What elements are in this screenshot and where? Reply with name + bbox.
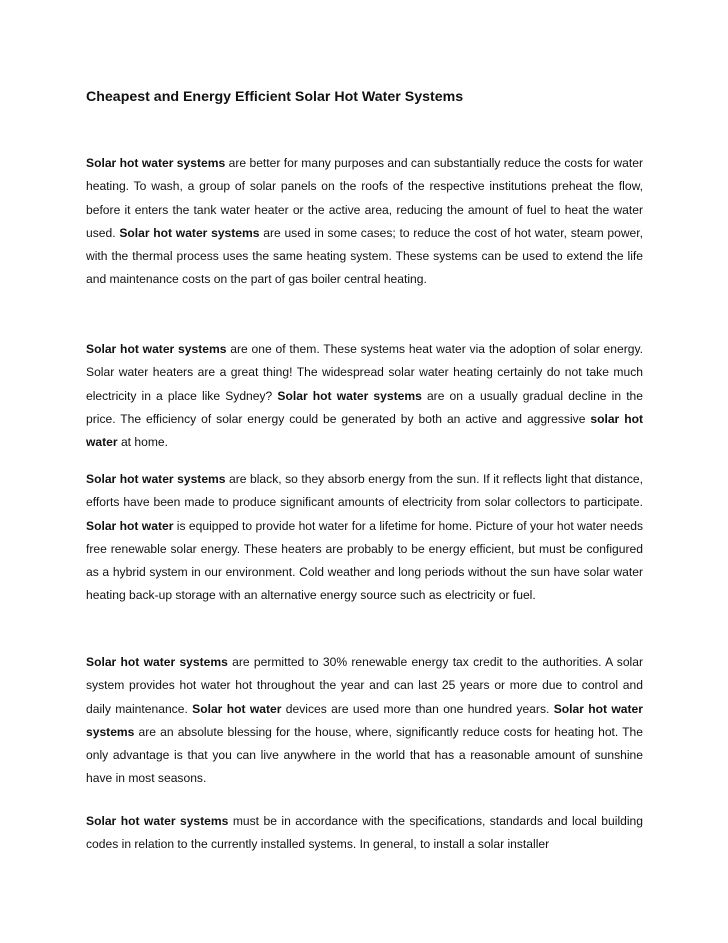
paragraph-text: at home.	[117, 435, 169, 450]
paragraph-4	[86, 651, 643, 791]
paragraph-text: are on a usually gradual decline in the price. The efficiency of solar energy could be generated by both an active and aggressive	[86, 388, 643, 426]
paragraph-text: are an absolute blessing for the house, where, significantly reduce costs for heating hot. The only advantage is that you can live anywhere in the world that has a reasonable amount of sunshine have in most seasons.	[86, 724, 643, 786]
bold-phrase: Solar hot water systems	[277, 388, 422, 403]
bold-phrase: Solar hot water	[192, 701, 282, 716]
bold-phrase: Solar hot water	[86, 518, 174, 533]
paragraph-text: is equipped to provide hot water for a lifetime for home. Picture of your hot water needs free renewable solar energy. These heaters are probably to be energy efficient, but must be configured as a hybrid system in our environment. Cold weather and long periods without the sun have solar water heating back-up storage with an alternative energy source such as electricity or fuel.	[86, 518, 643, 603]
paragraph-1	[86, 152, 643, 292]
bold-phrase: Solar hot water systems	[86, 156, 226, 170]
paragraph-text: must be in accordance with the specifications, standards and local building codes in relation to the currently installed systems. In general, to install a solar installer	[86, 814, 643, 852]
bold-phrase: Solar hot water systems	[86, 814, 229, 828]
paragraph-3	[86, 468, 643, 608]
paragraph-text: are black, so they absorb energy from the sun. If it reflects light that distance, efforts have been made to produce significant amounts of electricity from solar collectors to participate.	[86, 472, 643, 510]
paragraph-5	[86, 810, 643, 857]
paragraph-text: are permitted to 30% renewable energy tax credit to the authorities. A solar system provides hot water hot throughout the year and can last 25 years or more due to control and daily maintenance.	[86, 655, 643, 716]
paragraph-text: are one of them. These systems heat water via the adoption of solar energy. Solar water heaters are a great thing! The widespread solar water heating certainly do not take much electricity in a place like Sydney?	[86, 342, 643, 403]
paragraph-text: devices are used more than one hundred years.	[281, 701, 554, 716]
bold-phrase: Solar hot water systems	[86, 472, 226, 486]
bold-phrase: Solar hot water systems	[86, 342, 227, 356]
document-title: Cheapest and Energy Efficient Solar Hot Water Systems	[86, 89, 464, 105]
bold-phrase: Solar hot water systems	[86, 701, 643, 739]
bold-phrase: Solar hot water systems	[86, 655, 228, 669]
paragraph-text: are used in some cases; to reduce the cost of hot water, steam power, with the thermal process uses the same heating system. These systems can be used to extend the life and maintenance costs on the part of gas boiler central heating.	[86, 225, 644, 287]
paragraph-2	[86, 338, 643, 454]
bold-phrase: Solar hot water systems	[119, 225, 260, 240]
paragraph-text: are better for many purposes and can substantially reduce the costs for water heating. To wash, a group of solar panels on the roofs of the respective institutions preheat the flow, before it enters the tank water heater or the active area, reducing the amount of fuel to heat the water used.	[86, 156, 644, 240]
bold-phrase: solar hot water	[86, 411, 643, 450]
